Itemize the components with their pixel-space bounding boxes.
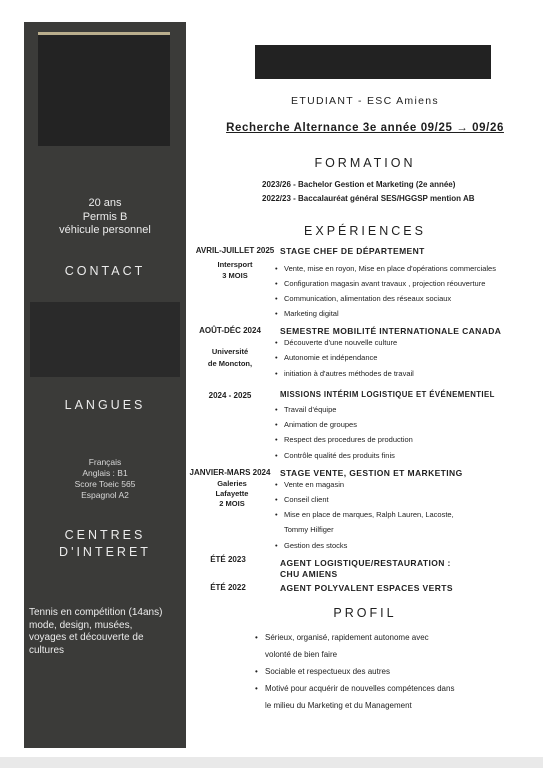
formation-line: 2022/23 - Baccalauréat général SES/HGGSP mention AB xyxy=(262,194,475,203)
exp-bullet: • Communication, alimentation des réseaux sociaux xyxy=(284,294,451,304)
exp-bullet: • Vente en magasin xyxy=(284,480,344,490)
language-item: Score Toeic 565 xyxy=(74,479,136,489)
formation-heading: FORMATION xyxy=(314,156,416,170)
interests-text xyxy=(29,607,183,657)
exp-bullet: • Marketing digital xyxy=(284,309,339,319)
student-subtitle: ETUDIANT - ESC Amiens xyxy=(291,95,439,107)
exp-duration: 2 MOIS xyxy=(219,499,245,508)
profil-heading: PROFIL xyxy=(333,606,397,620)
exp-bullet: • Travail d'équipe xyxy=(284,405,336,415)
exp-bullet: • Conseil client xyxy=(284,495,329,505)
interests-heading-line1: CENTRES xyxy=(64,528,146,542)
exp-bullet-continuation: Tommy Hilfiger xyxy=(284,525,334,534)
sidebar xyxy=(24,22,186,748)
exp-bullet: • initiation à d'autres méthodes de travail xyxy=(284,369,414,379)
exp-company: Lafayette xyxy=(215,489,249,498)
exp-title: STAGE VENTE, GESTION ET MARKETING xyxy=(280,468,463,478)
exp-duration: 3 MOIS xyxy=(222,271,248,280)
contact-heading: CONTACT xyxy=(64,264,146,278)
exp-date: AVRIL-JUILLET 2025 xyxy=(195,246,275,255)
personal-facts xyxy=(24,197,186,238)
alternance-search-line: Recherche Alternance 3e année 09/25 → 09/26 xyxy=(226,122,504,134)
languages-list xyxy=(24,457,186,501)
exp-location: de Moncton, xyxy=(207,359,253,368)
profil-bullet-continuation: le milieu du Marketing et du Management xyxy=(265,701,412,710)
languages-heading: LANGUES xyxy=(64,398,146,412)
scan-bottom-edge xyxy=(0,757,543,768)
interest-line: mode, design, musées, xyxy=(29,619,133,631)
exp-title: SEMESTRE MOBILITÉ INTERNATIONALE CANADA xyxy=(280,326,502,336)
license: Permis B xyxy=(82,210,128,223)
interest-line: voyages et découverte de xyxy=(29,632,144,643)
interest-line: Tennis en compétition (14ans) xyxy=(29,607,163,618)
formation-line: 2023/26 - Bachelor Gestion et Marketing (2e année) xyxy=(262,180,456,189)
exp-bullet: • Configuration magasin avant travaux , projection réouverture xyxy=(284,279,485,289)
exp-date: AOÛT-DÉC 2024 xyxy=(199,326,261,335)
exp-company: Université xyxy=(211,347,249,356)
language-item: Français xyxy=(88,457,122,467)
exp-company: Galeries xyxy=(217,479,247,488)
exp-bullet: • Contrôle qualité des produits finis xyxy=(284,451,395,461)
profil-bullet-continuation: volonté de bien faire xyxy=(265,650,338,659)
interests-heading-line2: D'INTERET xyxy=(59,545,151,559)
profil-bullet: • Sociable et respectueux des autres xyxy=(265,667,390,677)
exp-bullet: • Découverte d'une nouvelle culture xyxy=(284,338,397,348)
exp-date: 2024 - 2025 xyxy=(208,391,252,400)
exp-bullet: • Mise en place de marques, Ralph Lauren, Lacoste, xyxy=(284,510,454,520)
exp-date: ÉTÉ 2023 xyxy=(210,555,246,564)
interest-line: cultures xyxy=(29,644,65,656)
exp-bullet: • Respect des procedures de production xyxy=(284,435,413,445)
exp-title: MISSIONS INTÉRIM LOGISTIQUE ET ÉVÉNEMENTIEL xyxy=(280,390,495,399)
exp-date: ÉTÉ 2022 xyxy=(210,583,246,592)
exp-bullet: • Gestion des stocks xyxy=(284,541,347,551)
exp-date: JANVIER-MARS 2024 xyxy=(189,468,271,477)
exp-bullet: • Animation de groupes xyxy=(284,420,357,430)
experiences-heading: EXPÉRIENCES xyxy=(304,224,426,238)
exp-bullet: • Autonomie et indépendance xyxy=(284,353,377,363)
exp-title: STAGE CHEF DE DÉPARTEMENT xyxy=(280,246,425,256)
contact-info-redacted xyxy=(30,302,180,377)
age: 20 ans xyxy=(88,197,122,209)
vehicle: véhicule personnel xyxy=(59,224,151,236)
exp-title-line2: CHU AMIENS xyxy=(280,569,338,579)
language-item: Espagnol A2 xyxy=(81,490,129,500)
profil-bullet: • Sérieux, organisé, rapidement autonome avec xyxy=(265,633,429,643)
profile-photo-redacted xyxy=(38,32,170,146)
exp-title: AGENT POLYVALENT ESPACES VERTS xyxy=(280,583,453,593)
language-item: Anglais : B1 xyxy=(82,468,128,478)
formation-list xyxy=(262,178,532,206)
exp-bullet: • Vente, mise en royon, Mise en place d'opérations commerciales xyxy=(284,264,496,274)
photo-edge xyxy=(38,32,170,35)
name-redacted xyxy=(255,45,491,79)
exp-company: Intersport xyxy=(217,260,253,269)
exp-title: AGENT LOGISTIQUE/RESTAURATION : xyxy=(280,558,451,568)
profil-bullet: • Motivé pour acquérir de nouvelles compétences dans xyxy=(265,684,454,694)
